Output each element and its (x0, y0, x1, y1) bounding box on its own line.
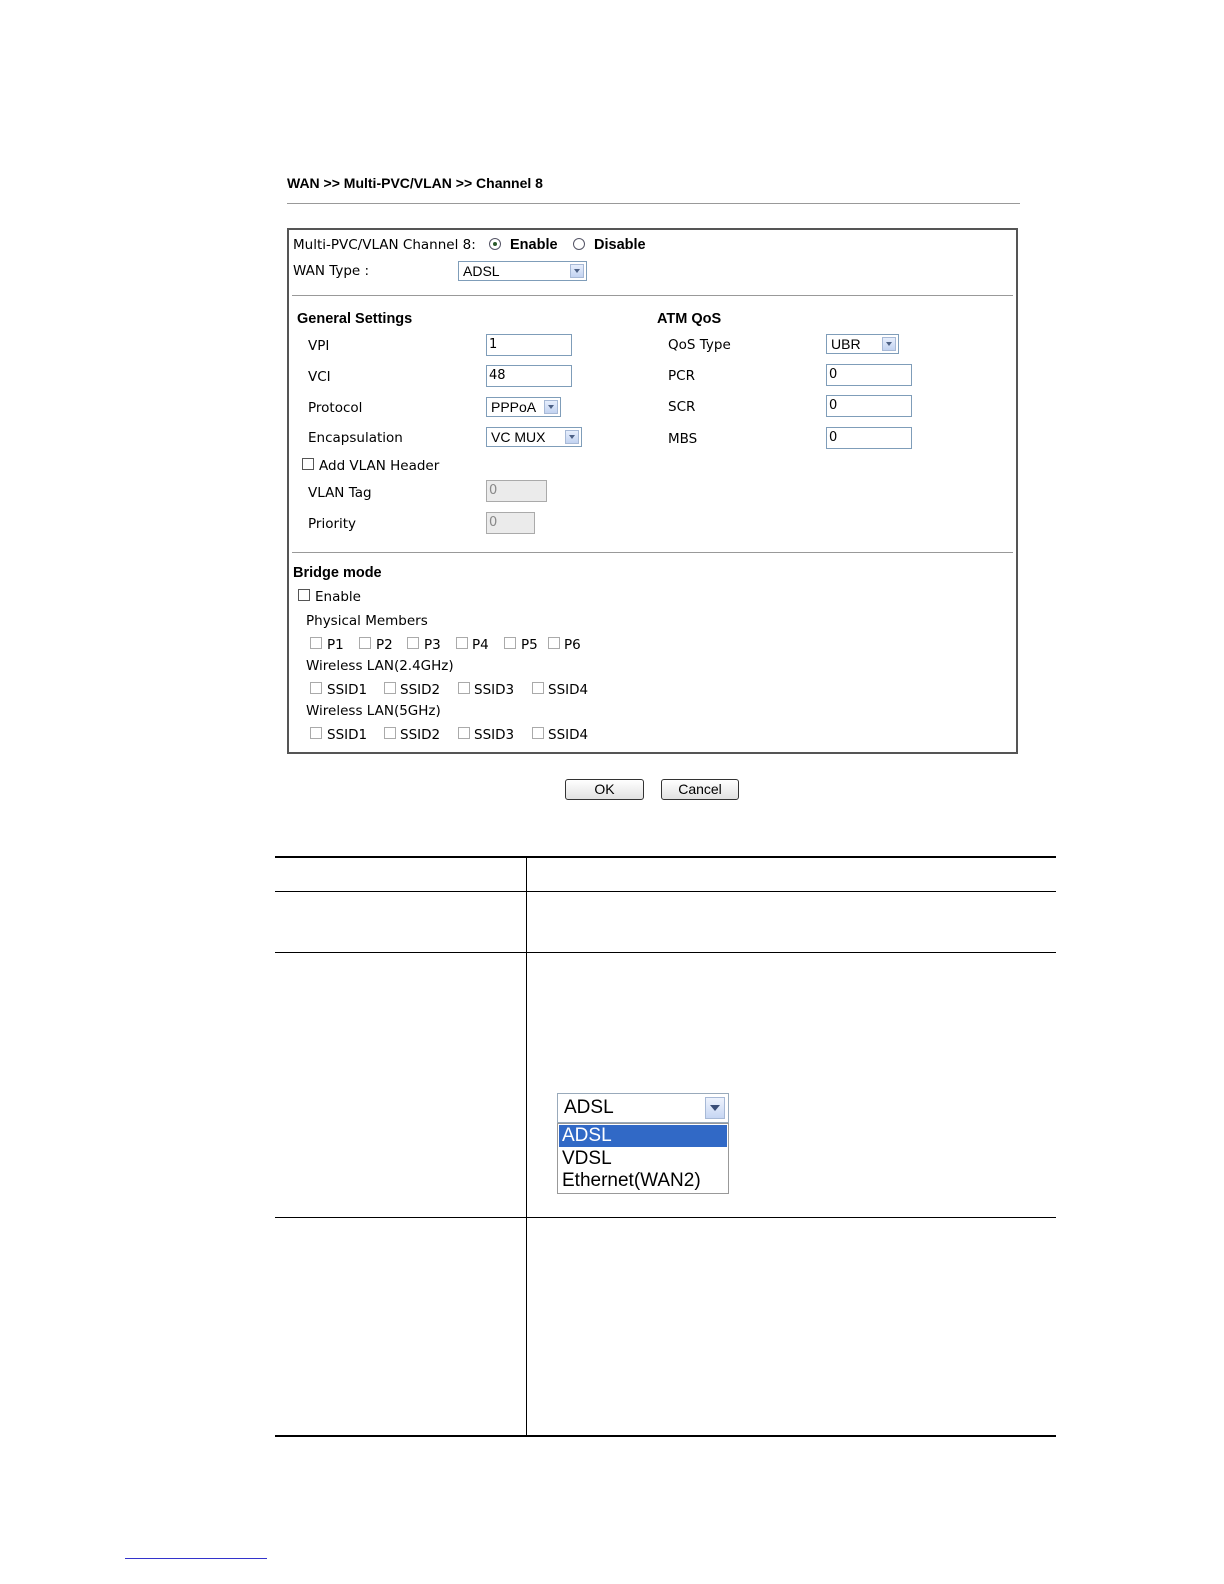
wlan5-ssid1-checkbox[interactable] (310, 727, 322, 739)
table-header-rule (275, 891, 1056, 892)
atm-qos-title: ATM QoS (657, 311, 722, 327)
port-p4-label: P4 (472, 637, 489, 653)
bridge-enable-checkbox[interactable] (298, 589, 310, 601)
wan-type-select[interactable] (458, 261, 587, 281)
wlan24-ssid1-label: SSID1 (327, 682, 368, 698)
chevron-down-icon (705, 1097, 725, 1119)
physical-members-label: Physical Members (306, 613, 428, 629)
ok-button[interactable]: OK (565, 779, 644, 800)
table-row-rule (275, 952, 1056, 953)
chevron-down-icon (565, 430, 579, 444)
wlan24-ssid3-label: SSID3 (474, 682, 515, 698)
table-row-rule (275, 1217, 1056, 1218)
wlan24-ssid4-label: SSID4 (548, 682, 589, 698)
priority-input[interactable]: 0 (486, 512, 535, 534)
wlan24-ssid2-checkbox[interactable] (384, 682, 396, 694)
add-vlan-header-checkbox[interactable] (302, 458, 314, 470)
section-divider (292, 552, 1013, 553)
wlan24-ssid3-checkbox[interactable] (458, 682, 470, 694)
table-column-divider (526, 856, 527, 1436)
qos-type-select[interactable] (826, 334, 899, 354)
settings-panel (287, 228, 1018, 754)
wlan24-ssid1-checkbox[interactable] (310, 682, 322, 694)
port-p5-label: P5 (521, 637, 538, 653)
pcr-input[interactable]: 0 (826, 364, 912, 386)
port-p3-label: P3 (424, 637, 441, 653)
wan-type-dropdown-select[interactable] (557, 1093, 729, 1123)
port-p1-label: P1 (327, 637, 344, 653)
wan-type-dropdown-expanded (557, 1093, 729, 1194)
channel-enable-label: Enable (510, 237, 558, 253)
breadcrumb-divider (287, 203, 1020, 204)
encapsulation-value: VC MUX (491, 429, 546, 445)
vlan-tag-input[interactable]: 0 (486, 480, 547, 502)
add-vlan-header-label: Add VLAN Header (319, 458, 440, 474)
wlan5-ssid3-label: SSID3 (474, 727, 515, 743)
general-settings-title: General Settings (297, 311, 413, 327)
protocol-value: PPPoA (491, 399, 537, 415)
vci-label: VCI (308, 369, 331, 385)
mbs-label: MBS (668, 431, 698, 447)
scr-input[interactable]: 0 (826, 395, 912, 417)
wlan5-ssid3-checkbox[interactable] (458, 727, 470, 739)
port-p6-checkbox[interactable] (548, 637, 560, 649)
section-divider (292, 295, 1013, 296)
encapsulation-label: Encapsulation (308, 430, 403, 446)
chevron-down-icon (882, 337, 896, 351)
wlan5-ssid4-label: SSID4 (548, 727, 589, 743)
channel-label: Multi-PVC/VLAN Channel 8: (293, 237, 476, 253)
port-p6-label: P6 (564, 637, 581, 653)
breadcrumb: WAN >> Multi-PVC/VLAN >> Channel 8 (287, 175, 543, 191)
channel-enable-radio[interactable] (489, 238, 501, 250)
wlan24-ssid2-label: SSID2 (400, 682, 441, 698)
footer-rule (125, 1558, 267, 1559)
channel-disable-label: Disable (594, 237, 646, 253)
wan-type-dropdown-value: ADSL (564, 1097, 614, 1118)
protocol-select[interactable] (486, 397, 561, 417)
wlan5-ssid2-checkbox[interactable] (384, 727, 396, 739)
port-p3-checkbox[interactable] (407, 637, 419, 649)
wan-type-option-adsl[interactable]: ADSL (559, 1125, 727, 1147)
cancel-button[interactable]: Cancel (661, 779, 739, 800)
table-bottom-rule (275, 1435, 1056, 1437)
chevron-down-icon (544, 400, 558, 414)
vpi-label: VPI (308, 338, 330, 354)
wan-type-label: WAN Type : (293, 263, 370, 279)
encapsulation-select[interactable] (486, 427, 582, 447)
wlan5-ssid2-label: SSID2 (400, 727, 441, 743)
priority-label: Priority (308, 516, 357, 532)
channel-disable-radio[interactable] (573, 238, 585, 250)
qos-type-label: QoS Type (668, 337, 731, 353)
wlan24-ssid4-checkbox[interactable] (532, 682, 544, 694)
wan-type-value: ADSL (463, 263, 500, 279)
port-p2-label: P2 (376, 637, 393, 653)
scr-label: SCR (668, 399, 696, 415)
wan-type-option-vdsl[interactable]: VDSL (562, 1148, 612, 1169)
bridge-mode-title: Bridge mode (293, 565, 382, 581)
wlan5-ssid4-checkbox[interactable] (532, 727, 544, 739)
vpi-input[interactable]: 1 (486, 334, 572, 356)
bridge-enable-label: Enable (315, 589, 361, 605)
wan-type-dropdown-list (557, 1123, 729, 1194)
table-top-rule (275, 856, 1056, 858)
qos-type-value: UBR (831, 336, 861, 352)
wlan5-label: Wireless LAN(5GHz) (306, 703, 441, 719)
wlan5-ssid1-label: SSID1 (327, 727, 368, 743)
port-p1-checkbox[interactable] (310, 637, 322, 649)
pcr-label: PCR (668, 368, 695, 384)
mbs-input[interactable]: 0 (826, 427, 912, 449)
port-p2-checkbox[interactable] (359, 637, 371, 649)
wan-type-option-ethernet[interactable]: Ethernet(WAN2) (562, 1170, 701, 1191)
vlan-tag-label: VLAN Tag (308, 485, 372, 501)
chevron-down-icon (570, 264, 584, 278)
port-p5-checkbox[interactable] (504, 637, 516, 649)
vci-input[interactable]: 48 (486, 365, 572, 387)
wlan24-label: Wireless LAN(2.4GHz) (306, 658, 454, 674)
protocol-label: Protocol (308, 400, 363, 416)
port-p4-checkbox[interactable] (456, 637, 468, 649)
